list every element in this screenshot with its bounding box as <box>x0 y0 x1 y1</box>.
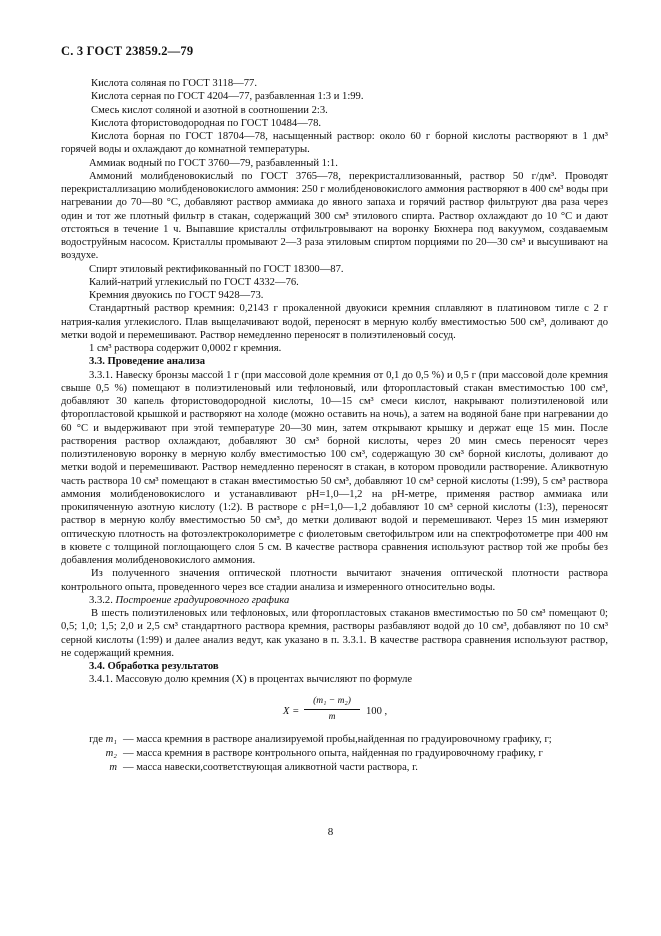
paragraph-3-3-1: 3.3.1. Навеску бронзы массой 1 г (при массовой доле кремния от 0,1 до 0,5 %) и 0,5 г (при массовой доле кремния свыше 0,5 %) помещают в полиэтиленовый или тефлоновый, или фторопластовый стакан вместимостью 100 см³, добавляют 30 капель фтористоводородной кислоты, 10—15 см³ смеси кислот, накрывают полиэтиленовой или фторопластовой крышкой и растворяют на холоде (можно оставить на ночь), а затем на водяной бане при нагревании до 60 °С и выдерживают при этой температуре 20—30 мин, затем открывают крышку и держат еще 15 мин. После растворения раствор охлаждают, добавляют 30 см³ борной кислоты, через 20 мин смесь переносят через полиэтиленовую воронку в мерную колбу вместимостью 100 см³, содержащую 30 см³ борной кислоты, доливают до метки водой и перемешивают. Раствор немедленно переносят в стакан, в котором проводили растворение. Аликвотную часть раствора 10 см³ помещают в стакан вместимостью 50 см³, добавляют 10 см³ серной кислоты (1:99), 5 см³ раствора аммония молибденовокислого и устанавливают рН=1,0—1,2 на рН-метре, применяя раствор аммиака или прокипяченную азотную кислоту (1:2). В растворе с рН=1,0—1,2 добавляют 10 см³ серной кислоты (1:3), переносят раствор в мерную колбу вместимостью 50 см³, до метки доливают водой и перемешивают. Через 15 мин измеряют оптическую плотность на фотоэлектроколориметре с фиолетовым светофильтром или на спектрофотометре при 400 нм в кювете с толщиной поглощающего слоя 5 см. В качестве раствора сравнения используют раствор той же пробы без добавления молибденовокислого аммония. <box>61 369 608 566</box>
paragraph-3-3-2-heading <box>61 594 608 607</box>
section-3-4-title: 3.4. Обработка результатов <box>89 661 219 672</box>
formula-lhs: X = <box>283 705 300 717</box>
page-number: 8 <box>327 826 334 838</box>
standard-solution-paragraph: Стандартный раствор кремния: 0,2143 г прокаленной двуокиси кремния сплавляют в платиновом тигле с 2 г натрия-калия углекислого. Плав выщелачивают водой, переносят в мерную колбу вместимостью 500 см³, доливают до метки водой и перемешивают. Раствор немедленно переносят в полиэтиленовый сосуд. <box>61 303 608 341</box>
definition-symbol: где m₁ <box>89 733 117 745</box>
silica-line: Кремния двуокись по ГОСТ 9428—73. <box>89 290 264 301</box>
definition-symbol: m <box>109 761 117 773</box>
variable-definitions <box>61 733 608 775</box>
ammonia-line: Аммиак водный по ГОСТ 3760—79, разбавленный 1:1. <box>89 157 338 169</box>
section-3-3-title: 3.3. Проведение анализа <box>89 356 205 368</box>
definition-text: — масса кремния в растворе контрольного опыта, найденная по градуировочному графику, г <box>123 747 543 759</box>
definition-row <box>61 747 608 761</box>
definition-text: — масса навески,соответствующая аликвотной части раствора, г. <box>123 761 418 773</box>
potassium-line: Калий-натрий углекислый по ГОСТ 4332—76. <box>89 276 299 288</box>
definition-row <box>61 733 608 747</box>
document-body <box>61 77 608 775</box>
paragraph-3-3-1-continued: Из полученного значения оптической плотности вычитают значения оптической плотности раствора контрольного опыта, проведенного через все стадии анализа и измеренного относительно воды. <box>61 568 608 593</box>
standard-concentration-line: 1 см³ раствора содержит 0,0002 г кремния. <box>89 343 282 354</box>
reagent-line: Кислота серная по ГОСТ 4204—77, разбавленная 1:3 и 1:99. <box>91 91 364 103</box>
reagent-line: Кислота соляная по ГОСТ 3118—77. <box>91 78 257 89</box>
definition-row <box>61 761 608 775</box>
formula-rhs: 100 , <box>366 705 388 717</box>
reagent-line: Смесь кислот соляной и азотной в соотношении 2:3. <box>91 104 328 116</box>
formula-numerator: (m₁ − m₂) <box>304 695 360 710</box>
paragraph-3-3-2: В шесть полиэтиленовых или тефлоновых, или фторопластовых стаканов вместимостью по 50 см³ помещают 0; 0,5; 1,0; 1,5; 2,0 и 2,5 см³ стандартного раствора кремния, растворы разбавляют водой до 10 см³, добавляют по 10 см³ серной кислоты (1:99) и далее анализ ведут, как указано в п. 3.3.1. В качестве раствора сравнения используют раствор, не содержащий кремния. <box>61 608 608 659</box>
clause-number: 3.3.2. <box>89 594 113 606</box>
formula-fraction <box>304 695 360 725</box>
molybdate-paragraph: Аммоний молибденовокислый по ГОСТ 3765—78, перекристаллизованный, раствор 50 г/дм³. Проводят перекристаллизацию молибденовокислого аммония: 250 г молибденовокислого аммония растворяют в 400 см³ воды при нагревании до 70—80 °С, добавляют раствор аммиака до явного запаха и горячий раствор фильтруют два раза через один и тот же плотный фильтр в стакан, содержащий 300 см³ этилового спирта. Раствор охлаждают до 10 °С и дают отстояться в течение 1 ч. Выпавшие кристаллы отфильтровывают на воронку Бюхнера под вакуумом, создаваемым водоструйным насосом. Кристаллы промывают 2—3 раза этиловым спиртом порциями по 20—30 см³ и высушивают на воздухе. <box>61 170 608 262</box>
page-header: С. 3 ГОСТ 23859.2—79 <box>61 44 194 58</box>
definition-text: — масса кремния в растворе анализируемой пробы,найденная по градуировочному графику, г; <box>123 733 552 745</box>
clause-title: Построение градуировочного графика <box>115 594 290 606</box>
boric-acid-paragraph: Кислота борная по ГОСТ 18704—78, насыщенный раствор: около 60 г борной кислоты растворяют в 1 дм³ горячей воды и охлаждают до комнатной температуры. <box>61 131 608 156</box>
paragraph-3-4-1: 3.4.1. Массовую долю кремния (X) в процентах вычисляют по формуле <box>89 674 413 686</box>
ethanol-line: Спирт этиловый ректификованный по ГОСТ 18300—87. <box>89 263 344 275</box>
formula-denominator: m <box>328 711 336 722</box>
formula <box>61 693 608 729</box>
definition-symbol: m₂ <box>105 747 117 759</box>
reagent-line: Кислота фтористоводородная по ГОСТ 10484—78. <box>91 117 322 129</box>
